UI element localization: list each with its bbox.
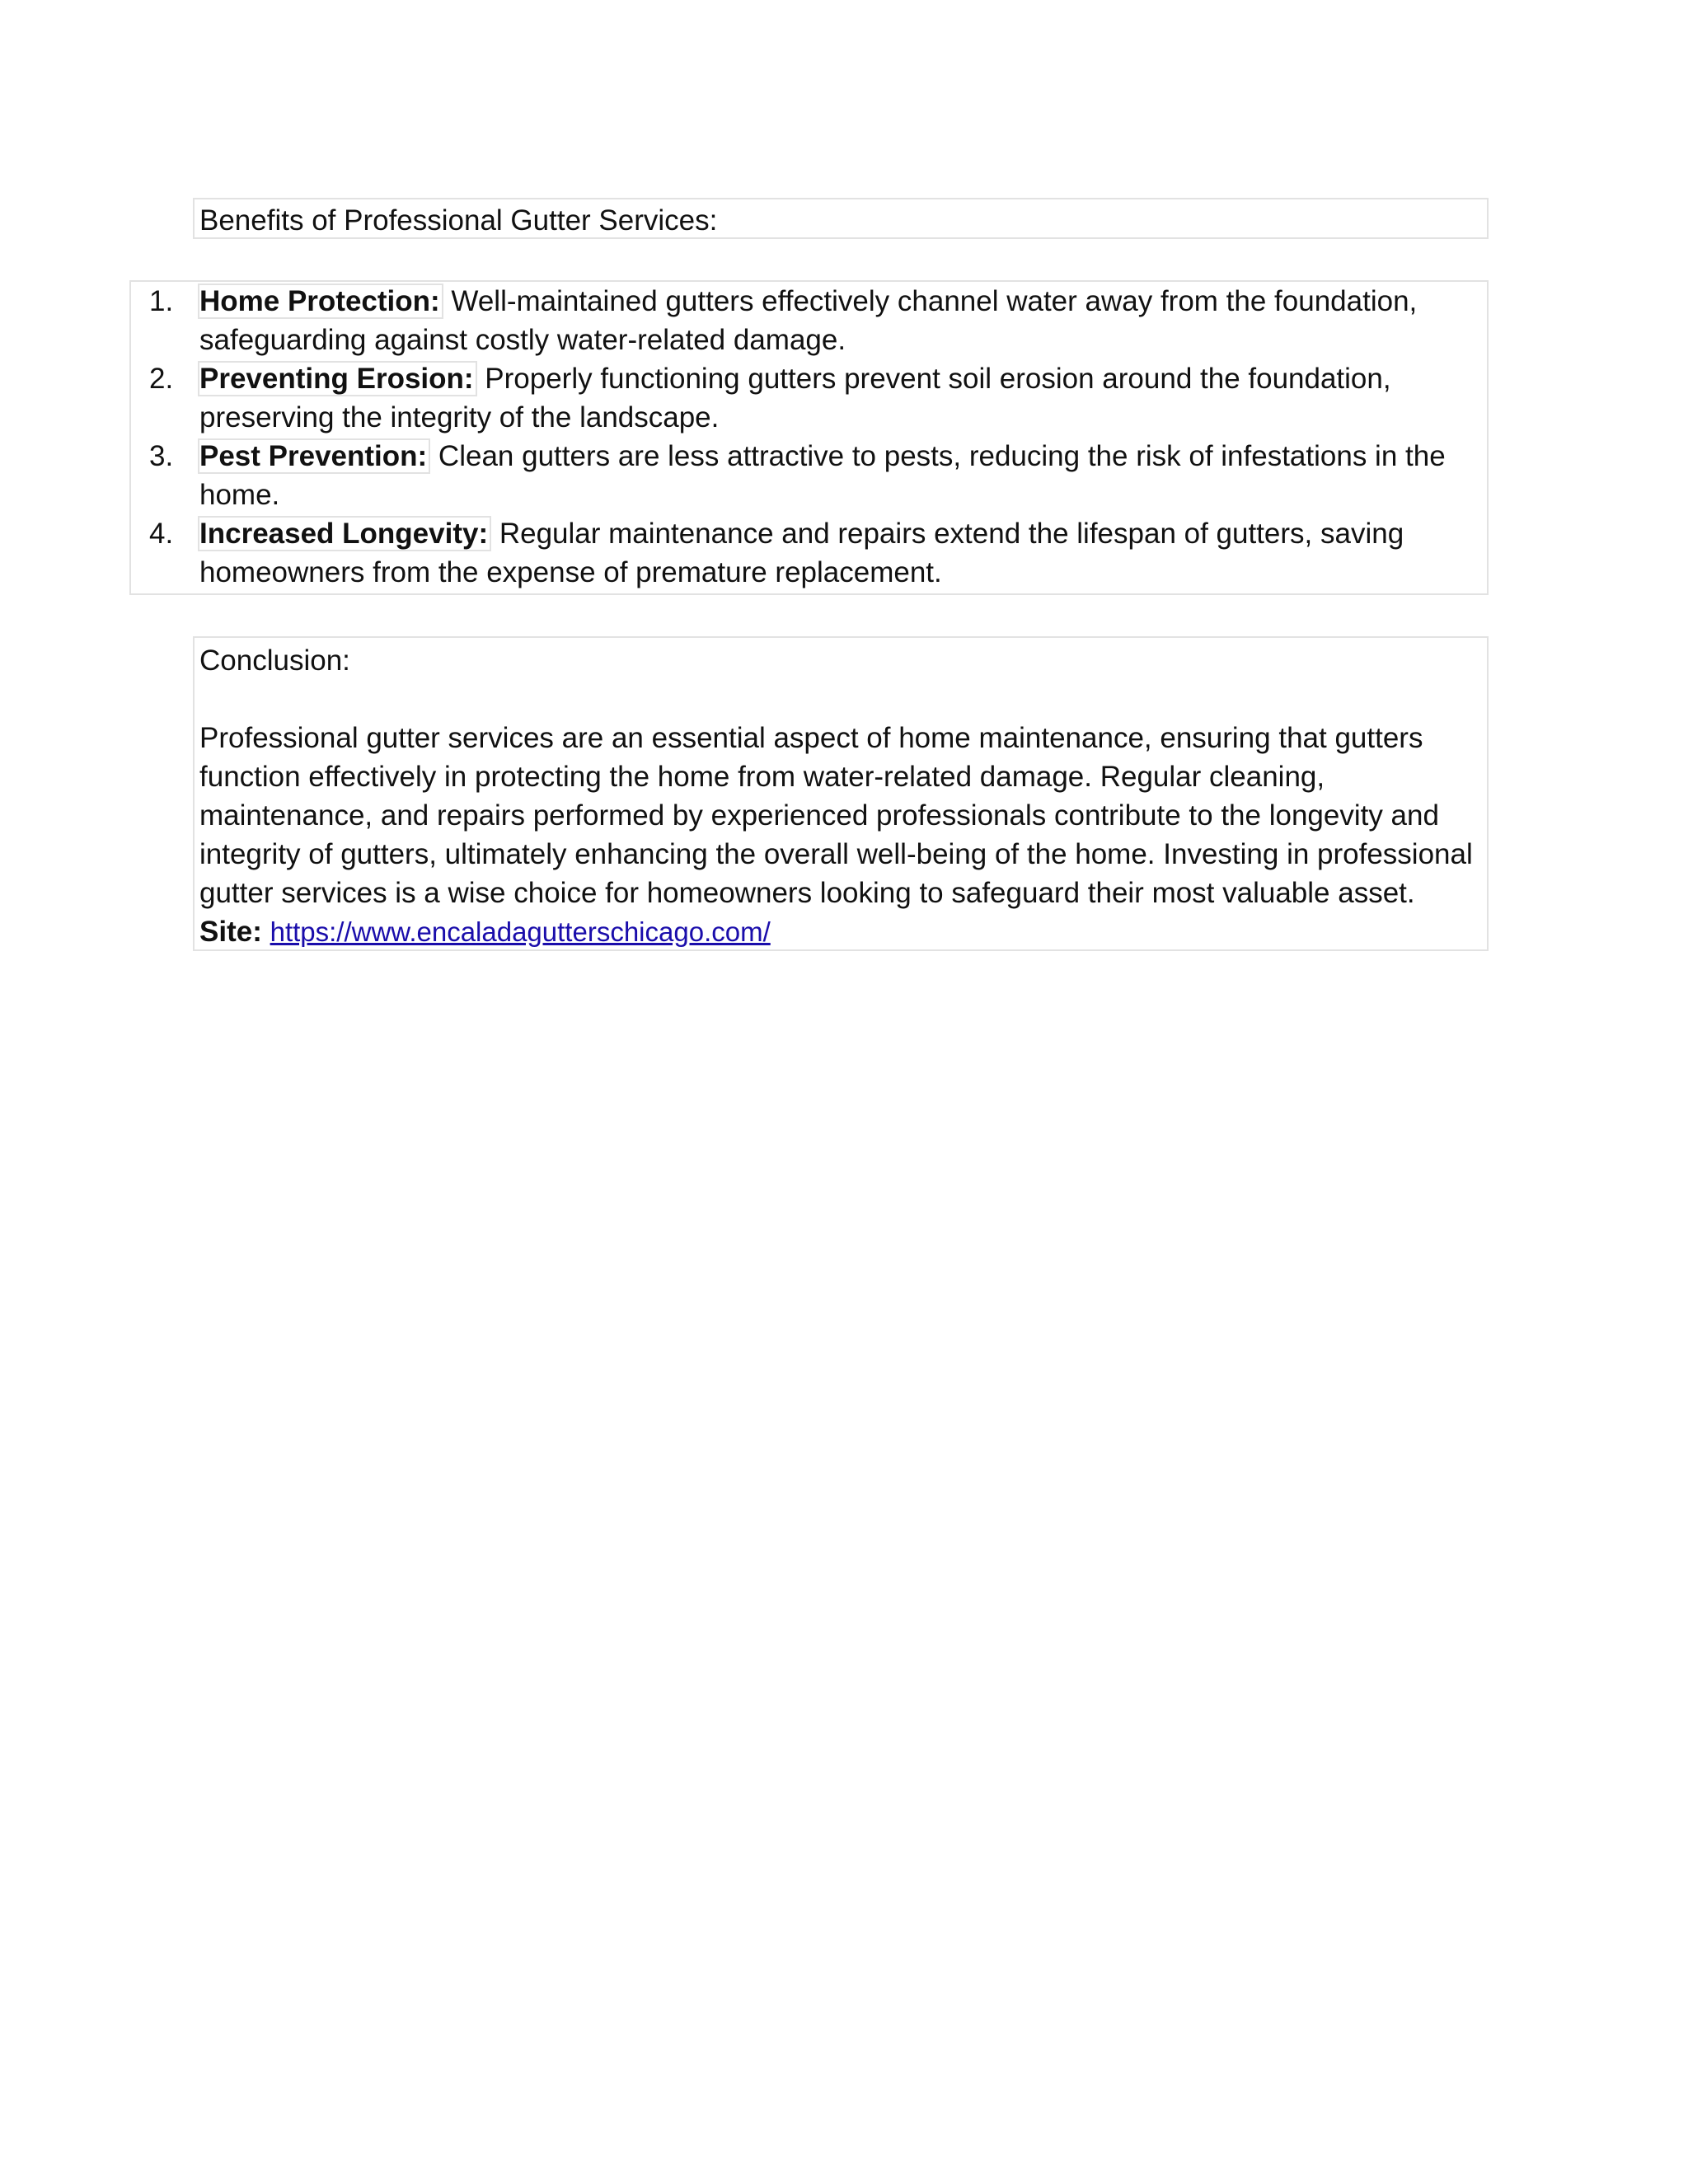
benefit-term: Home Protection:	[198, 284, 443, 319]
benefit-term: Pest Prevention:	[198, 438, 430, 474]
list-item	[131, 437, 1487, 514]
list-item-text	[199, 359, 1481, 437]
list-number: 4.	[149, 518, 174, 550]
list-item	[131, 514, 1487, 592]
site-label: Site:	[199, 916, 262, 948]
conclusion-paragraph	[199, 719, 1481, 951]
list-number: 1.	[149, 285, 174, 317]
list-item	[131, 359, 1487, 437]
list-item-text	[199, 514, 1481, 592]
benefit-description: Well-maintained gutters effectively channel water away from the foundation, safeguarding against costly water-related damage.	[199, 285, 1418, 356]
conclusion-title: Conclusion:	[199, 644, 350, 677]
conclusion-box	[193, 636, 1489, 951]
list-item	[131, 282, 1487, 359]
benefit-description: Clean gutters are less attractive to pests, reducing the risk of infestations in the home.	[199, 440, 1446, 511]
benefits-list	[129, 280, 1489, 595]
section-heading-box	[193, 198, 1489, 239]
list-item-text	[199, 437, 1481, 514]
site-link[interactable]: https://www.encaladagutterschicago.com/	[270, 916, 771, 947]
section-heading: Benefits of Professional Gutter Services:	[199, 204, 718, 237]
list-number: 3.	[149, 440, 174, 472]
benefit-description: Regular maintenance and repairs extend the lifespan of gutters, saving homeowners from the expense of premature replacement.	[199, 518, 1404, 588]
list-item-text	[199, 282, 1481, 359]
benefit-term: Preventing Erosion:	[198, 361, 477, 396]
benefit-term: Increased Longevity:	[198, 516, 491, 551]
benefit-description: Properly functioning gutters prevent soil erosion around the foundation, preserving the integrity of the landscape.	[199, 363, 1391, 434]
conclusion-body: Professional gutter services are an essential aspect of home maintenance, ensuring that gutters function effectively in protecting the home from water-related damage. Regular cleaning, maintenance, and repairs performed by experienced professionals contribute to the longevity and integrity of gutters, ultimately enhancing the overall well-being of the home. Investing in professional gutter services is a wise choice for homeowners looking to safeguard their most valuable asset.	[199, 722, 1473, 909]
list-number: 2.	[149, 363, 174, 395]
